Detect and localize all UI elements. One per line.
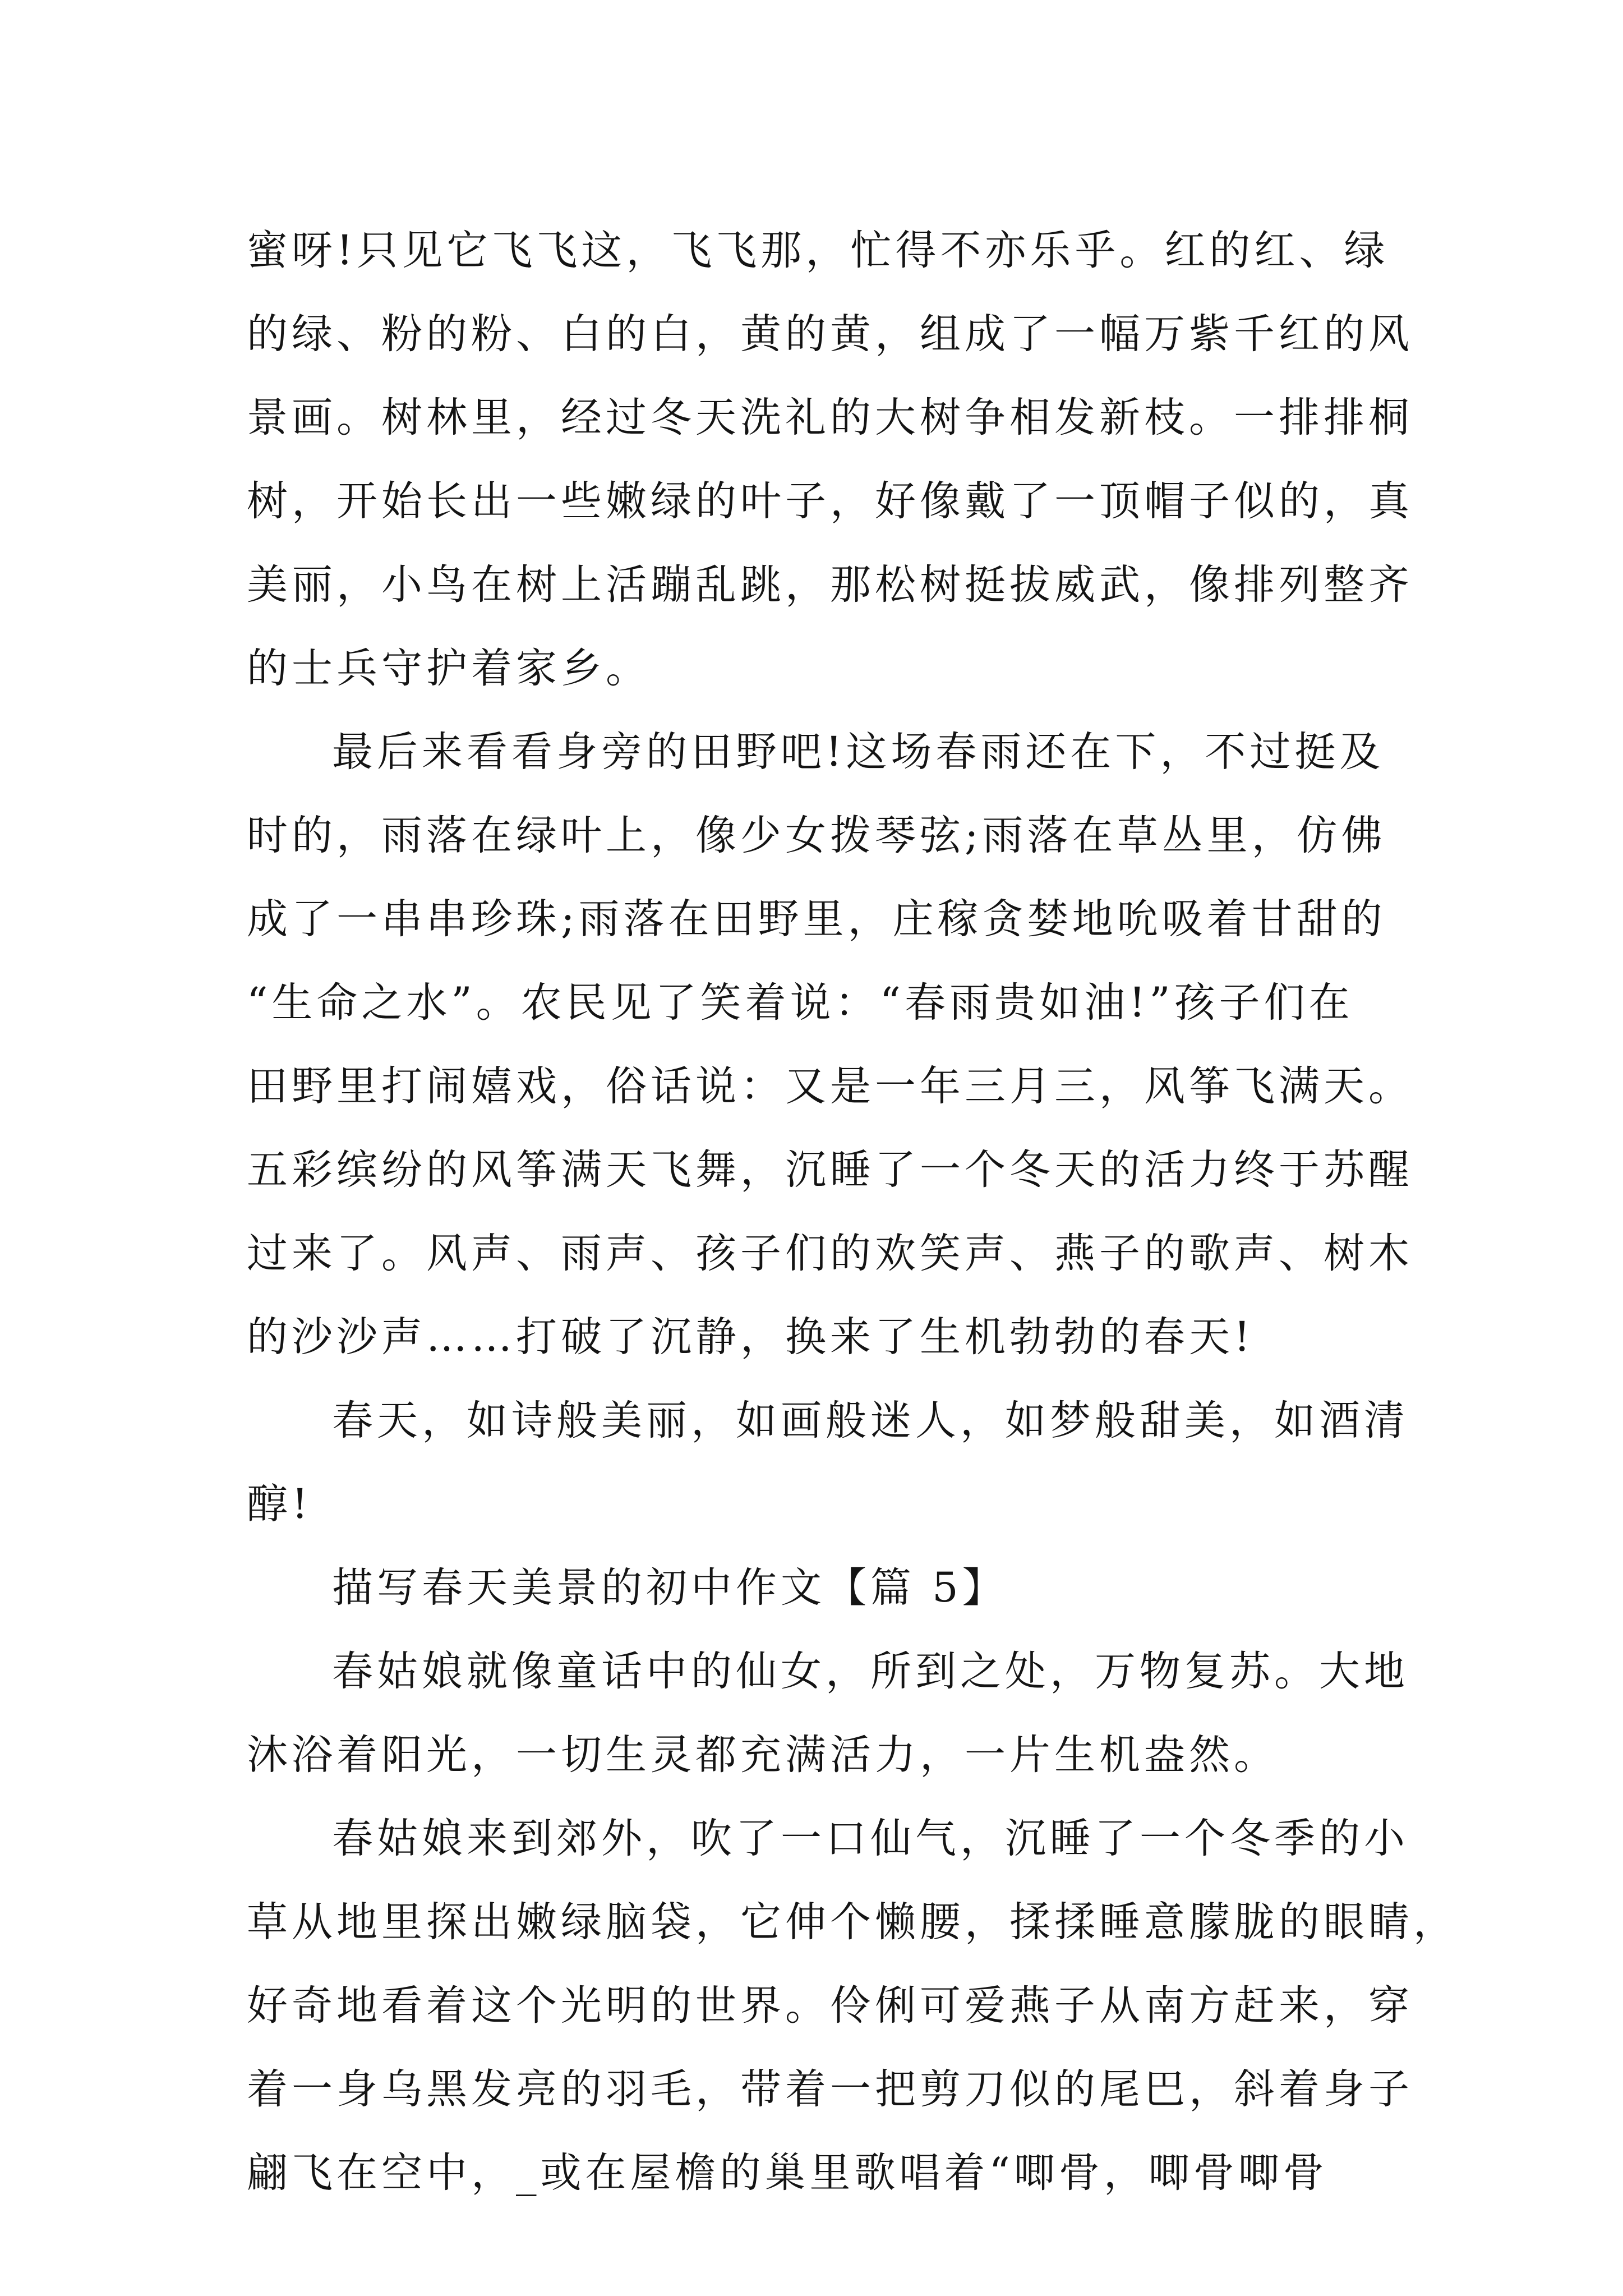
text-line: 的沙沙声……打破了沉静，换来了生机勃勃的春天! bbox=[247, 1313, 1255, 1361]
text-line: 最后来看看身旁的田野吧!这场春雨还在下，不过挺及 bbox=[332, 728, 1385, 776]
text-line: 草从地里探出嫩绿脑袋，它伸个懒腰，揉揉睡意朦胧的眼睛， bbox=[247, 1898, 1458, 1946]
text-line: 好奇地看着这个光明的世界。伶俐可爱燕子从南方赶来，穿 bbox=[247, 1982, 1413, 2030]
text-line: 成了一串串珍珠;雨落在田野里，庄稼贪婪地吮吸着甘甜的 bbox=[247, 895, 1386, 943]
text-line: 树，开始长出一些嫩绿的叶子，好像戴了一顶帽子似的，真 bbox=[247, 477, 1413, 525]
text-line: 沐浴着阳光，一切生灵都充满活力，一片生机盎然。 bbox=[247, 1731, 1279, 1779]
text-line: 春姑娘就像童话中的仙女，所到之处，万物复苏。大地 bbox=[332, 1648, 1409, 1695]
paragraph-summary bbox=[247, 1379, 1409, 1546]
section-heading bbox=[247, 1546, 1391, 1630]
text-line: 春姑娘来到郊外，吹了一口仙气，沉睡了一个冬季的小 bbox=[332, 1815, 1409, 1862]
text-line: “生命之水”。农民见了笑着说：“春雨贵如油!”孩子们在 bbox=[247, 979, 1354, 1027]
text-line: 五彩缤纷的风筝满天飞舞，沉睡了一个冬天的活力终于苏醒 bbox=[247, 1146, 1413, 1194]
text-line: 着一身乌黑发亮的羽毛，带着一把剪刀似的尾巴，斜着身子 bbox=[247, 2065, 1413, 2113]
text-line: 的士兵守护着家乡。 bbox=[247, 645, 651, 692]
text-line: 过来了。风声、雨声、孩子们的欢笑声、燕子的歌声、树木 bbox=[247, 1230, 1413, 1277]
text-line: 景画。树林里，经过冬天洗礼的大树争相发新枝。一排排桐 bbox=[247, 394, 1413, 441]
paragraph-continued bbox=[247, 209, 1413, 710]
text-line: 醇! bbox=[247, 1480, 312, 1528]
paragraph-suburbs bbox=[247, 1797, 1458, 2215]
text-line: 春天，如诗般美丽，如画般迷人，如梦般甜美，如酒清 bbox=[332, 1397, 1409, 1444]
text-line: 蜜呀!只见它飞飞这，飞飞那，忙得不亦乐乎。红的红、绿 bbox=[247, 227, 1389, 274]
paragraph-intro bbox=[247, 1630, 1409, 1797]
paragraph-fields bbox=[247, 710, 1413, 1379]
document-body bbox=[247, 209, 1458, 2215]
text-line: 的绿、粉的粉、白的白，黄的黄，组成了一幅万紫千红的风 bbox=[247, 310, 1413, 358]
text-line: 美丽，小鸟在树上活蹦乱跳，那松树挺拔威武，像排列整齐 bbox=[247, 561, 1413, 609]
text-line: 翩飞在空中，_或在屋檐的巢里歌唱着“唧骨，唧骨唧骨 bbox=[247, 2149, 1328, 2197]
text-line: 时的，雨落在绿叶上，像少女拨琴弦;雨落在草丛里，仿佛 bbox=[247, 812, 1386, 859]
section-title: 描写春天美景的初中作文【篇 5】 bbox=[332, 1564, 1007, 1612]
text-line: 田野里打闹嬉戏，俗话说：又是一年三月三，风筝飞满天。 bbox=[247, 1062, 1413, 1110]
